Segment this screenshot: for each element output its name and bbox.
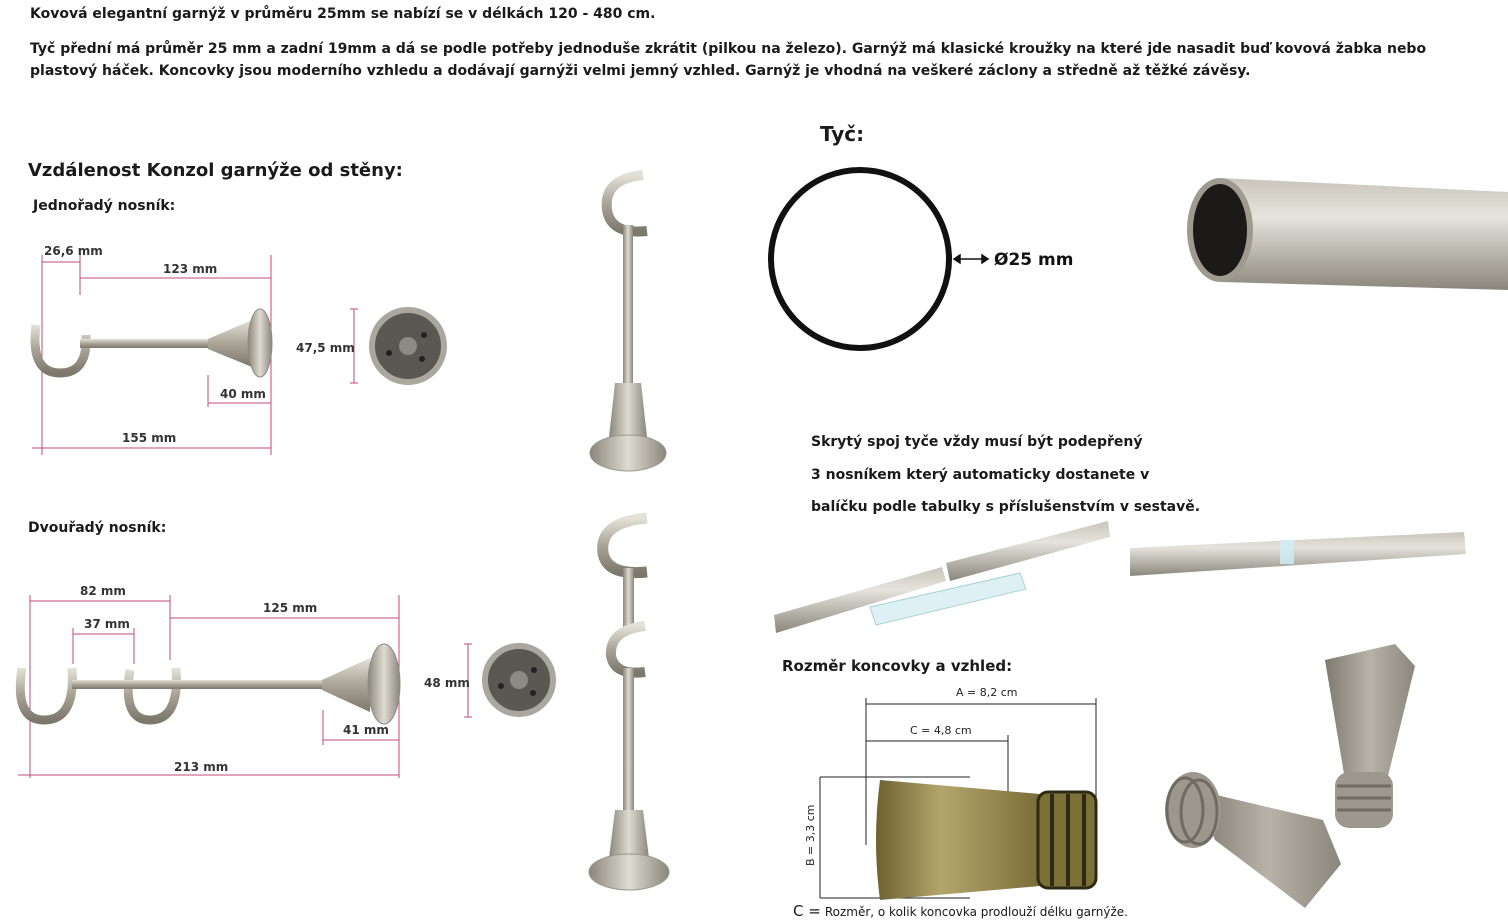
dim-c: C = 4,8 cm: [910, 724, 972, 737]
dim-arm: 123 mm: [163, 262, 218, 276]
double-bracket-label: Dvouřadý nosník:: [28, 520, 167, 536]
rod-cross-section: [760, 160, 1100, 360]
double-bracket-diagram: [10, 580, 570, 780]
single-bracket-photo: [585, 165, 675, 475]
bracket-arm: [80, 339, 210, 348]
joint-line-2: 3 nosníkem který automaticky dostanete v: [811, 466, 1150, 483]
bracket-distance-heading: Vzdálenost Konzol garnýže od stěny:: [28, 160, 403, 181]
double-wall-plate: [368, 644, 400, 724]
double-bracket-cone: [322, 658, 370, 712]
dim-inner: 37 mm: [84, 617, 130, 631]
dim-ring: 26,6 mm: [44, 244, 103, 258]
joint-note: [811, 426, 1200, 524]
single-bracket-diagram: [20, 235, 460, 465]
rod-diameter: Ø25 mm: [994, 250, 1074, 270]
dim-a: A = 8,2 cm: [956, 686, 1018, 699]
endcap-diagram: [790, 680, 1110, 905]
ring-hook-back: [128, 668, 176, 720]
double-bracket-photo: [585, 508, 675, 893]
dim-outer: 82 mm: [80, 584, 126, 598]
joint-closed-photo: [1128, 528, 1468, 588]
rod-heading: Tyč:: [820, 122, 865, 146]
rod-photo: [1180, 170, 1508, 295]
joint-line-3: balíčku podle tabulky s příslušenstvím v sestavě.: [811, 499, 1201, 515]
dim-base-double: 41 mm: [343, 723, 389, 737]
dim-arm-double: 125 mm: [263, 601, 318, 615]
endcap-body: [876, 780, 1040, 900]
dim-plate: 47,5 mm: [296, 341, 355, 355]
rod-circle-icon: [771, 170, 949, 348]
single-bracket-label: Jednořadý nosník:: [33, 198, 176, 214]
endcap-photo: [1155, 640, 1420, 910]
dim-plate-double: 48 mm: [424, 676, 470, 690]
dim-base: 40 mm: [220, 387, 266, 401]
note-letter: C =: [793, 902, 821, 920]
dim-b: B = 3,3 cm: [804, 804, 817, 866]
ring-hook: [35, 325, 86, 373]
intro-line-1: Kovová elegantní garnýž v průměru 25mm se nabízí se v délkách 120 - 480 cm.: [30, 6, 656, 22]
dim-total-double: 213 mm: [174, 760, 229, 774]
ring-hook-front: [20, 668, 72, 720]
endcap-note: [793, 902, 1128, 920]
intro-paragraph: Tyč přední má průměr 25 mm a zadní 19mm a dá se podle potřeby jednoduše zkrátit (pilkou na železo). Garnýž má klasické kroužky na které jde nasadit buď kovová žabka nebo plastový háček. Koncovky jsou moderního vzhledu a dodávají garnýži velmi jemný vzhled. Garnýž je vhodná na veškeré záclony a středně až těžké závěsy.: [30, 41, 1427, 79]
joint-line-1: Skrytý spoj tyče vždy musí být podepřený: [811, 434, 1143, 450]
endcap-heading: Rozměr koncovky a vzhled:: [782, 657, 1013, 675]
double-bracket-arm: [72, 680, 326, 689]
bracket-cone: [208, 320, 252, 367]
joint-open-photo: [770, 515, 1115, 640]
note-text: Rozměr, o kolik koncovka prodlouží délku garnýže.: [824, 905, 1128, 919]
dim-total: 155 mm: [122, 431, 177, 445]
wall-plate: [248, 309, 272, 377]
